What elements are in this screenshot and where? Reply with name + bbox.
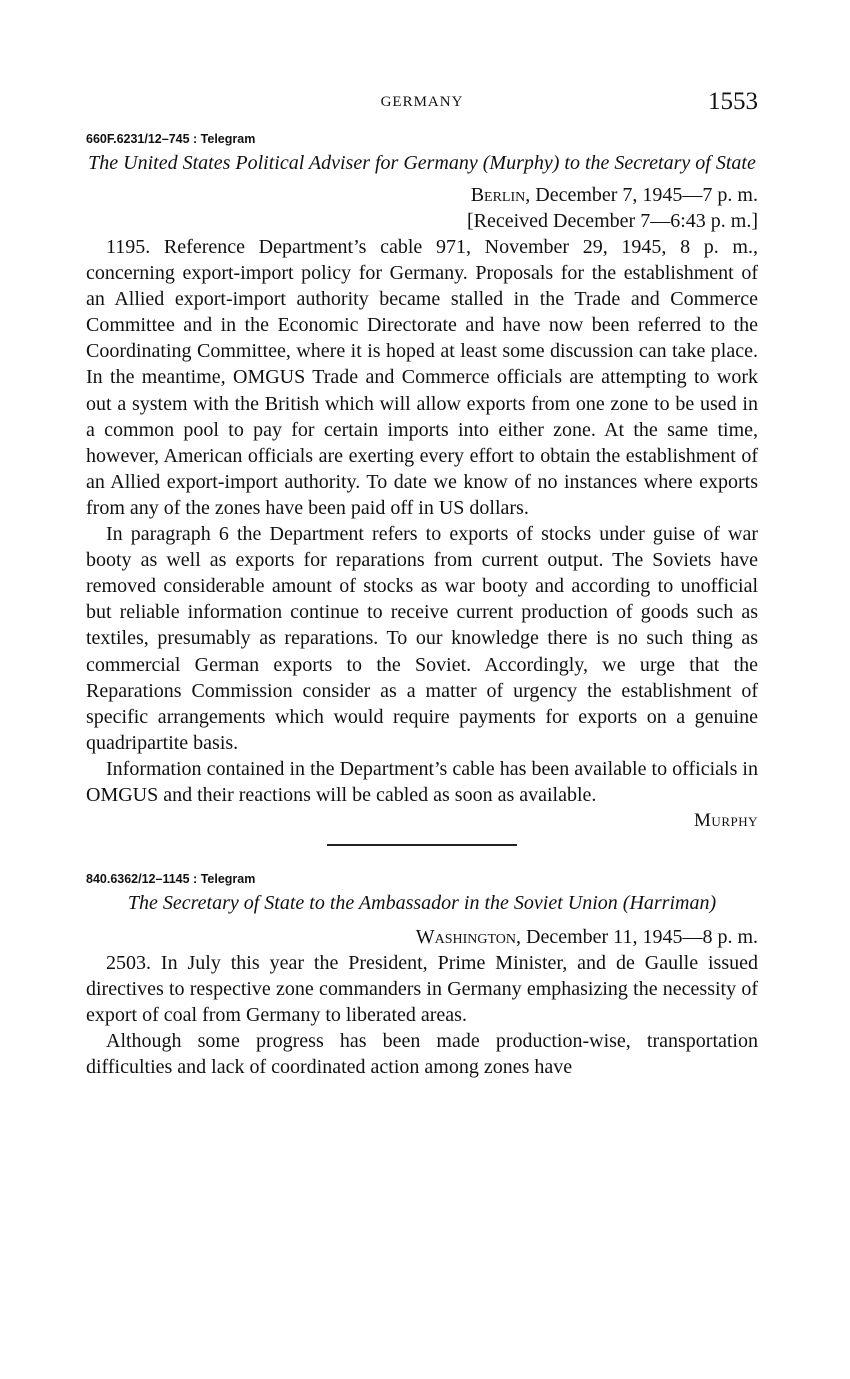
section-divider [327,844,517,846]
received-line: [Received December 7—6:43 p. m.] [466,210,758,232]
file-reference: 840.6362/12–1145 : Telegram [86,872,256,887]
document-2 [86,872,758,1080]
paragraph: Although some progress has been made production-wise, transportation difficulties and lack of coordinated action among zones have [86,1030,758,1079]
dateline [86,924,758,950]
document-1 [86,132,758,834]
running-head: GERMANY [380,94,464,110]
dateline-date: , December 7, 1945—7 p. m. [525,184,758,206]
paragraph: In paragraph 6 the Department refers to exports of stocks under guise of war booty as well as exports for reparations from current output. The Soviets have removed considerable amount of stocks as war booty and according to unofficial but reliable information continue to receive current production of goods such as textiles, presumably as reparations. To our knowledge there is no such thing as commercial German exports to the Soviet. Accordingly, we urge that the Reparations Commission consider as a matter of urgency the establishment of specific arrangements which would require payments for exports on a genuine quadripartite basis. [86,523,758,754]
paragraph: Information contained in the Department’s cable has been available to officials in OMGUS and their reactions will be cabled as soon as available. [86,757,758,806]
dateline-place: Berlin [470,184,526,206]
paragraph: 2503. In July this year the President, Prime Minister, and de Gaulle issued directives to respective zone commanders in Germany emphasizing the necessity of export of coal from Germany to liberated areas. [86,952,758,1027]
dateline-place: Washington [415,926,517,949]
page-number: 1553 [708,88,758,115]
paragraph: 1195. Reference Department’s cable 971, November 29, 1945, 8 p. m., concerning export-import policy for Germany. Proposals for the establishment of an Allied export-import authority became stalled in the Trade and Commerce Committee and in the Economic Directorate and have now been referred to the Coordinating Committee, where it is hoped at least some discussion can take place. In the meantime, OMGUS Trade and Commerce officials are attempting to work out a system with the British which will allow exports from one zone to be used in a common pool to pay for certain imports into either zone. At the same time, however, American officials are exerting every effort to obtain the establishment of an Allied export-import authority. To date we know of no instances where exports from any of the zones have been paid off in US dollars. [86,236,758,519]
signature: Murphy [694,810,758,832]
document-page [86,88,758,1081]
document-title: The Secretary of State to the Ambassador in the Soviet Union (Harriman) [127,892,717,915]
document-title: The United States Political Adviser for Germany (Murphy) to the Secretary of State [88,152,756,174]
page-header [86,88,758,124]
dateline [86,182,758,208]
file-reference: 660F.6231/12–745 : Telegram [86,132,256,146]
dateline-date: , December 11, 1945—8 p. m. [516,926,758,949]
